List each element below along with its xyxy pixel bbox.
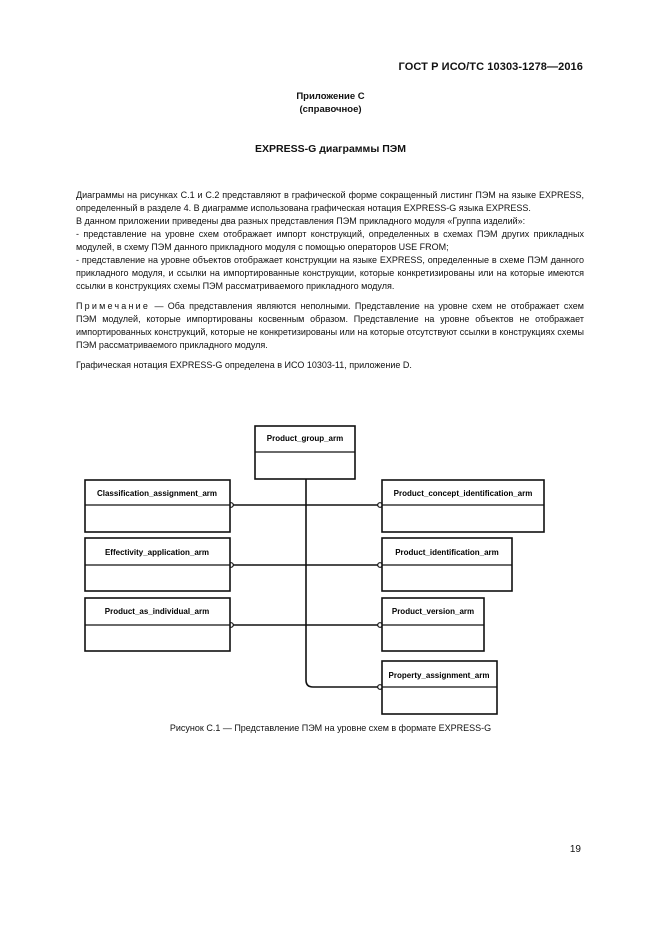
section-title: EXPRESS-G диаграммы ПЭМ xyxy=(255,143,406,155)
note-label: Примечание xyxy=(76,301,151,311)
entity-product-identification xyxy=(382,538,512,591)
appendix-title: Приложение С xyxy=(296,91,365,102)
entity-effectivity-application xyxy=(85,538,230,591)
entity-label-left-1: Effectivity_application_arm xyxy=(104,548,210,557)
entity-product-as-individual xyxy=(85,598,230,651)
entity-label-right-2: Product_version_arm xyxy=(391,607,475,616)
entity-label-left-2: Product_as_individual_arm xyxy=(104,607,210,616)
appendix-subtitle: (справочное) xyxy=(299,104,362,115)
paragraph-5-text: Графическая нотация EXPRESS-G определена в ИСО 10303-11, приложение D. xyxy=(76,360,412,370)
entity-product-group xyxy=(255,426,355,479)
paragraph-3-text: - представление на уровне схем отображает импорт конструкций, определенных в схемах ПЭМ других прикладных модулей, в схему ПЭМ данного прикладного модуля с помощью операторов USE FROM; xyxy=(76,229,584,252)
entity-classification-assignment xyxy=(85,480,230,532)
entity-label-right-3: Property_assignment_arm xyxy=(388,671,490,680)
page-number: 19 xyxy=(569,844,581,855)
paragraph-1-text: Диаграммы на рисунках С.1 и С.2 представляют в графической форме сокращенный листинг ПЭМ на языке EXPRESS, определенный в разделе 4. В диаграмме использована графическая нотация EXPRESS-G языка EXPRESS. xyxy=(76,190,584,213)
entity-product-version xyxy=(382,598,484,651)
document-number: ГОСТ Р ИСО/ТС 10303-1278—2016 xyxy=(398,61,583,73)
entity-label-right-1: Product_identification_arm xyxy=(395,548,499,557)
note-text: — Оба представления являются неполными. Представление на уровне схем не отображает схем ПЭМ модулей, которые импортированы косвенным образом. Представление на уровне объектов не отображает импортированных конструкций, которые не конкретизированы или на которые отсутствуют ссылки в конструкциях схемы ПЭМ рассматриваемого прикладного модуля. xyxy=(76,301,584,350)
paragraph-2-text: В данном приложении приведены два разных представления ПЭМ прикладного модуля «Группа изделий»: xyxy=(76,216,526,226)
connector-property xyxy=(306,680,378,687)
entity-label-right-0: Product_concept_identification_arm xyxy=(393,489,533,498)
entity-property-assignment xyxy=(382,661,497,714)
paragraph-4-text: - представление на уровне объектов отображает конструкции на языке EXPRESS, определенные в схеме ПЭМ данного прикладного модуля, и ссылки на импортированные конструкции, которые конкретизированы или на которые имеются ссылки в конструкциях схемы ПЭМ рассматриваемого прикладного модуля. xyxy=(76,255,584,291)
entity-label-left-0: Classification_assignment_arm xyxy=(96,489,218,498)
entity-product-concept-identification xyxy=(382,480,544,532)
entity-label-top: Product_group_arm xyxy=(266,434,344,443)
figure-caption: Рисунок С.1 — Представление ПЭМ на уровне схем в формате EXPRESS-G xyxy=(169,723,492,733)
